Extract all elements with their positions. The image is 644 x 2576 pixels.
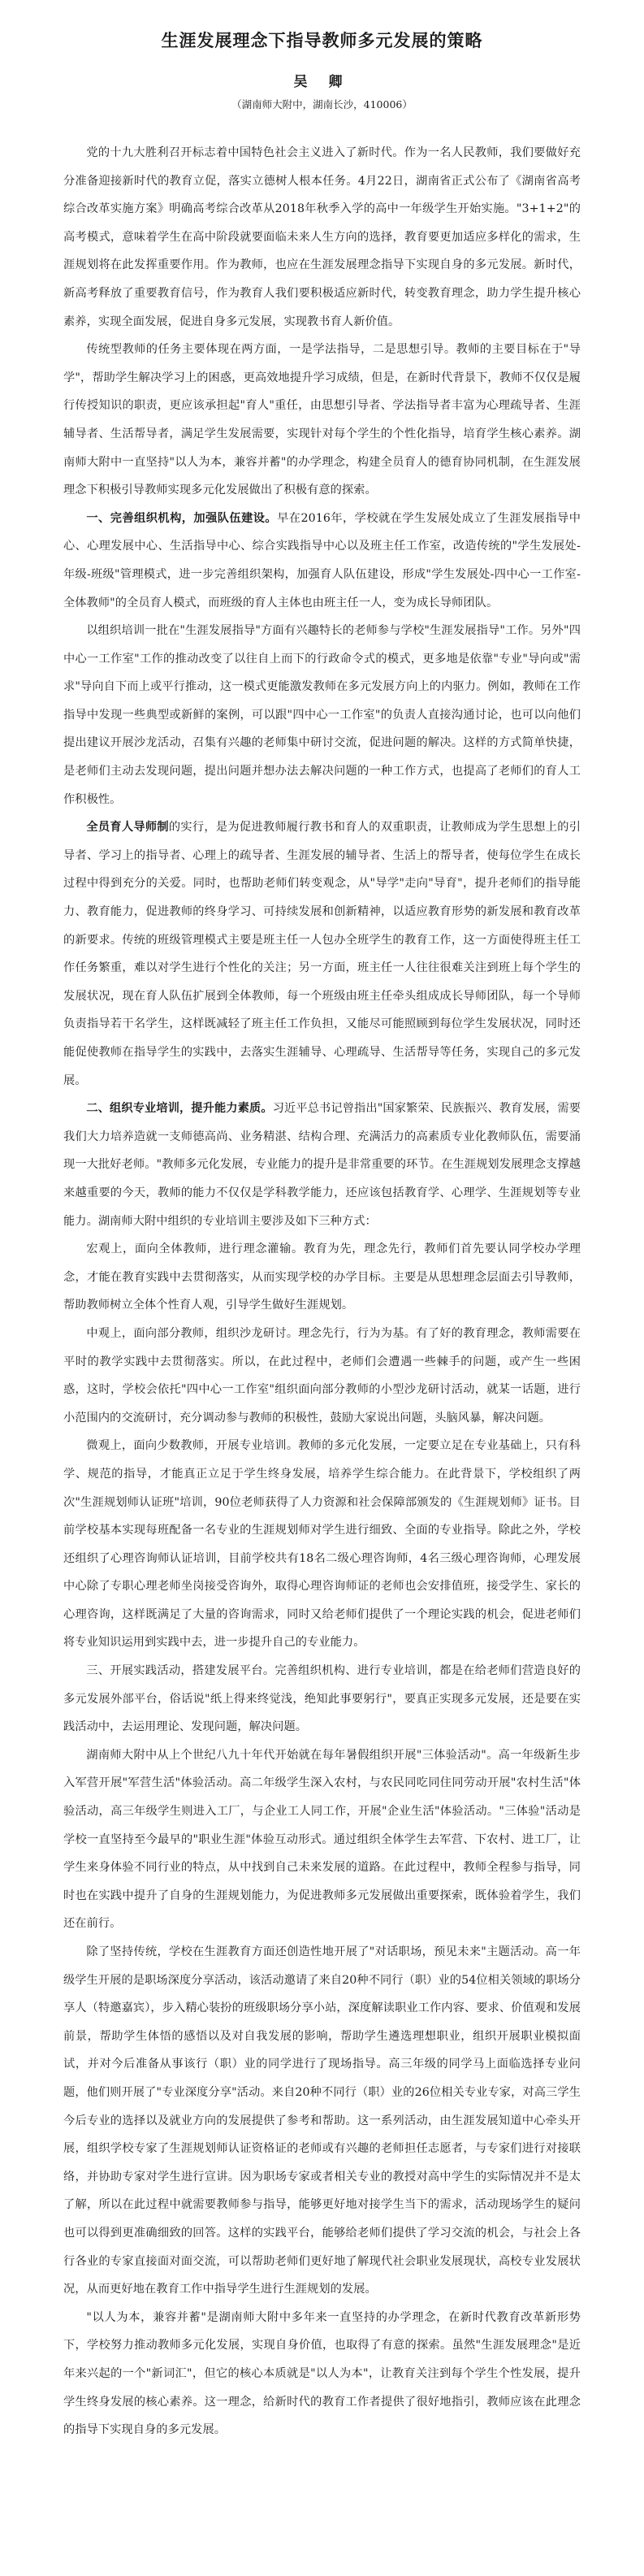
paragraph-text: 传统型教师的任务主要体现在两方面，一是学法指导，二是思想引导。教师的主要目标在于"导学"，帮助学生解决学习上的困惑，更高效地提升学习成绩，但是，在新时代背景下，教师不仅仅是履行传授知识的职责，更应该承担起"育人"重任，由思想引导者、学法指导者丰富为心理疏导者、生涯辅导者、生活帮导者，满足学生发展需要，实现针对每个学生的个性化指导，培育学生核心素养。湖南师大附中一直坚持"以人为本，兼容并蓄"的办学理念，构建全员育人的德育协同机制，在生涯发展理念下积极引导教师实现多元化发展做出了积极有意的探索。 [63,343,581,497]
paragraph [63,1741,581,1938]
section-heading: 一、完善组织机构，加强队伍建设。 [86,511,278,525]
paragraph [63,1320,581,1432]
paragraph [63,139,581,336]
paragraph-text: 中观上，面向部分教师，组织沙龙研讨。理念先行，行为为基。有了好的教育理念，教师需要在平时的教学实践中去贯彻落实。所以，在此过程中，老师们会遭遇一些棘手的问题，或产生一些困惑，这时，学校会依托"四中心一工作室"组织面向部分教师的小型沙龙研讨活动，就某一话题，进行小范围内的交流研讨，充分调动参与教师的积极性，鼓励大家说出问题，头脑风暴，解决问题。 [63,1326,581,1425]
emphasis-term: 全员育人导师制 [86,821,169,835]
paragraph-text: 宏观上，面向全体教师，进行理念灌输。教育为先，理念先行，教师们首先要认同学校办学理念，才能在教育实践中去贯彻落实，从而实现学校的办学目标。主要是从思想理念层面去引导教师，帮助教师树立全体个性育人观，引导学生做好生涯规划。 [63,1242,581,1312]
paragraph-text: 的实行，是为促进教师履行教书和育人的双重职责，让教师成为学生思想上的引导者、学习上的指导者、心理上的疏导者、生涯发展的辅导者、生活上的帮导者，使每位学生在成长过程中得到充分的关爱。同时，也帮助老师们转变观念，从"导学"走向"导育"，提升老师们的指导能力、教育能力，促进教师的终身学习、可持续发展和创新精神，以适应教育形势的新发展和教育改革的新要求。传统的班级管理模式主要是班主任一人包办全班学生的教育工作，这一方面使得班主任工作任务繁重，难以对学生进行个性化的关注；另一方面，班主任一人往往很难关注到班上每个学生的发展状况，现在育人队伍扩展到全体教师，每一个班级由班主任牵头组成成长导师团队，每一个导师负责指导若干名学生，这样既减轻了班主任工作负担，又能尽可能照顾到每位学生发展状况，同时还能促使教师在指导学生的实践中，去落实生涯辅导、心理疏导、生活帮导等任务，实现自己的多元发展。 [63,821,581,1087]
paragraph-text: 党的十九大胜利召开标志着中国特色社会主义进入了新时代。作为一名人民教师，我们要做好充分准备迎接新时代的教育立促，落实立德树人根本任务。4月22日，湖南省正式公布了《湖南省高考综合改革实施方案》明确高考综合改革从2018年秋季入学的高中一年级学生开始实施。"3+1+2"的高考模式，意味着学生在高中阶段就要面临未来人生方向的选择，教育要更加适应多样化的需求，生涯规划将在此发挥重要作用。作为教师，也应在生涯发展理念指导下实现自身的多元发展。新时代，新高考释放了重要教育信号，作为教育人我们要积极适应新时代，转变教育理念，助力学生提升核心素养，实现全面发展，促进自身多元发展，实现教书育人新价值。 [63,146,581,328]
paragraph [63,813,581,1095]
article-title: 生涯发展理念下指导教师多元发展的策略 [161,31,483,50]
paragraph [63,505,581,617]
author-affiliation: （湖南师大附中，湖南长沙，410006） [231,98,413,111]
article-body [63,139,581,2444]
author-name: 吴 卿 [293,74,351,90]
paragraph-text: 早在2016年，学校就在学生发展处成立了生涯发展指导中心、心理发展中心、生活指导中心、综合实践指导中心以及班主任工作室，改造传统的"学生发展处-年级-班级"管理模式，进一步完善组织架构，加强育人队伍建设，形成"学生发展处-四中心一工作室-全体教师"的全员育人模式，而班级的育人主体也由班主任一人，变为成长导师团队。 [63,511,581,609]
paragraph [63,336,581,505]
paragraph [63,1657,581,1741]
paragraph-text: 三、开展实践活动，搭建发展平台。完善组织机构、进行专业培训，都是在给老师们营造良好的多元发展外部平台，俗话说"纸上得来终觉浅，绝知此事要躬行"，要真正实现多元发展，还是要在实践活动中，去运用理论、发现问题，解决问题。 [63,1664,581,1734]
paragraph-text: 微观上，面向少数教师，开展专业培训。教师的多元化发展，一定要立足在专业基础上，只有科学、规范的指导，才能真正立足于学生终身发展，培养学生综合能力。在此背景下，学校组织了两次"生涯规划师认证班"培训，90位老师获得了人力资源和社会保障部颁发的《生涯规划师》证书。目前学校基本实现每班配备一名专业的生涯规划师对学生进行细致、全面的专业指导。除此之外，学校还组织了心理咨询师认证培训，目前学校共有18名二级心理咨询师，4名三级心理咨询师，心理发展中心除了专职心理老师坐岗接受咨询外，取得心理咨询师证的老师也会安排值班，接受学生、家长的心理咨询，这样既满足了大量的咨询需求，同时又给老师们提供了一个理论实践的机会，促进老师们将专业知识运用到实践中去，进一步提升自己的专业能力。 [63,1439,581,1650]
paragraph-text: 除了坚持传统，学校在生涯教育方面还创造性地开展了"对话职场，预见未来"主题活动。高一年级学生开展的是职场深度分享活动，该活动邀请了来自20种不同行（职）业的54位相关领域的职场分享人（特邀嘉宾），步入精心装扮的班级职场分享小站，深度解读职业工作内容、要求、价值观和发展前景，帮助学生体悟的感悟以及对自我发展的影响，帮助学生遴选理想职业，组织开展职业模拟面试，并对今后准备从事该行（职）业的同学进行了现场指导。高三年级的同学马上面临选择专业问题，他们则开展了"专业深度分享"活动。来自20种不同行（职）业的26位相关专业专家，对高三学生今后专业的选择以及就业方向的发展提供了参考和帮助。这一系列活动，由生涯发展知道中心牵头开展，组织学校专家了生涯规划师认证资格证的老师或有兴趣的老师担任志愿者，与专家们进行对接联络，并协助专家对学生进行宣讲。因为职场专家或者相关专业的教授对高中学生的实际情况并不是太了解，所以在此过程中就需要教师参与指导，能够更好地对接学生当下的需求，活动现场学生的疑问也可以得到更准确细致的回答。这样的实践平台，能够给老师们提供了学习交流的机会，与社会上各行各业的专家直接面对面交流，可以帮助老师们更好地了解现代社会职业发展现状，高校专业发展状况，从而更好地在教育工作中指导学生进行生涯规划的发展。 [63,1945,581,2296]
paragraph [63,1432,581,1657]
paragraph [63,1235,581,1320]
paragraph-text: "以人为本，兼容并蓄"是湖南师大附中多年来一直坚持的办学理念，在新时代教育改革新形势下，学校努力推动教师多元化发展，实现自身价值，也取得了有意的探索。虽然"生涯发展理念"是近年来兴起的一个"新词汇"，但它的核心本质就是"以人为本"，让教育关注到每个学生个性发展，提升学生终身发展的核心素养。这一理念，给新时代的教育工作者提供了很好地指引，教师应该在此理念的指导下实现自身的多元发展。 [63,2310,581,2437]
paragraph [63,1938,581,2304]
paragraph-text: 习近平总书记曾指出"国家繁荣、民族振兴、教育发展，需要我们大力培养造就一支师德高尚、业务精湛、结构合理、充满活力的高素质专业化教师队伍，需要涌现一大批好老师。"教师多元化发展，专业能力的提升是非常重要的环节。在生涯规划发展理念支撑越来越重要的今天，教师的能力不仅仅是学科教学能力，还应该包括教育学、心理学、生涯规划等专业能力。湖南师大附中组织的专业培训主要涉及如下三种方式： [63,1102,581,1228]
paragraph-text: 以组织培训一批在"生涯发展指导"方面有兴趣特长的老师参与学校"生涯发展指导"工作。另外"四中心一工作室"工作的推动改变了以往自上而下的行政命令式的模式，更多地是依靠"专业"导向或"需求"导向自下而上或平行推动，这一模式更能激发教师在多元发展方向上的内驱力。例如，教师在工作指导中发现一些典型或新鲜的案例，可以跟"四中心一工作室"的负责人直接沟通讨论，也可以向他们提出建议开展沙龙活动，召集有兴趣的老师集中研讨交流，促进问题的解决。这样的方式简单快捷，是老师们主动去发现问题，提出问题并想办法去解决问题的一种工作方式，也提高了老师们的育人工作积极性。 [63,624,581,806]
paragraph [63,2304,581,2444]
paragraph [63,617,581,813]
section-heading: 二、组织专业培训，提升能力素质。 [86,1102,273,1116]
paragraph-text: 湖南师大附中从上个世纪八九十年代开始就在每年暑假组织开展"三体验活动"。高一年级新生步入军营开展"军营生活"体验活动。高二年级学生深入农村，与农民同吃同住同劳动开展"农村生活"体验活动，高三年级学生则进入工厂，与企业工人同工作，开展"企业生活"体验活动。"三体验"活动是学校一直坚持至今最早的"职业生涯"体验互动形式。通过组织全体学生去军营、下农村、进工厂，让学生来身体验不同行业的特点，从中找到自己未来发展的道路。在此过程中，教师全程参与指导，同时也在实践中提升了自身的生涯规划能力，为促进教师多元发展做出重要探索，既体验着学生，我们还在前行。 [63,1748,581,1931]
paragraph [63,1095,581,1235]
